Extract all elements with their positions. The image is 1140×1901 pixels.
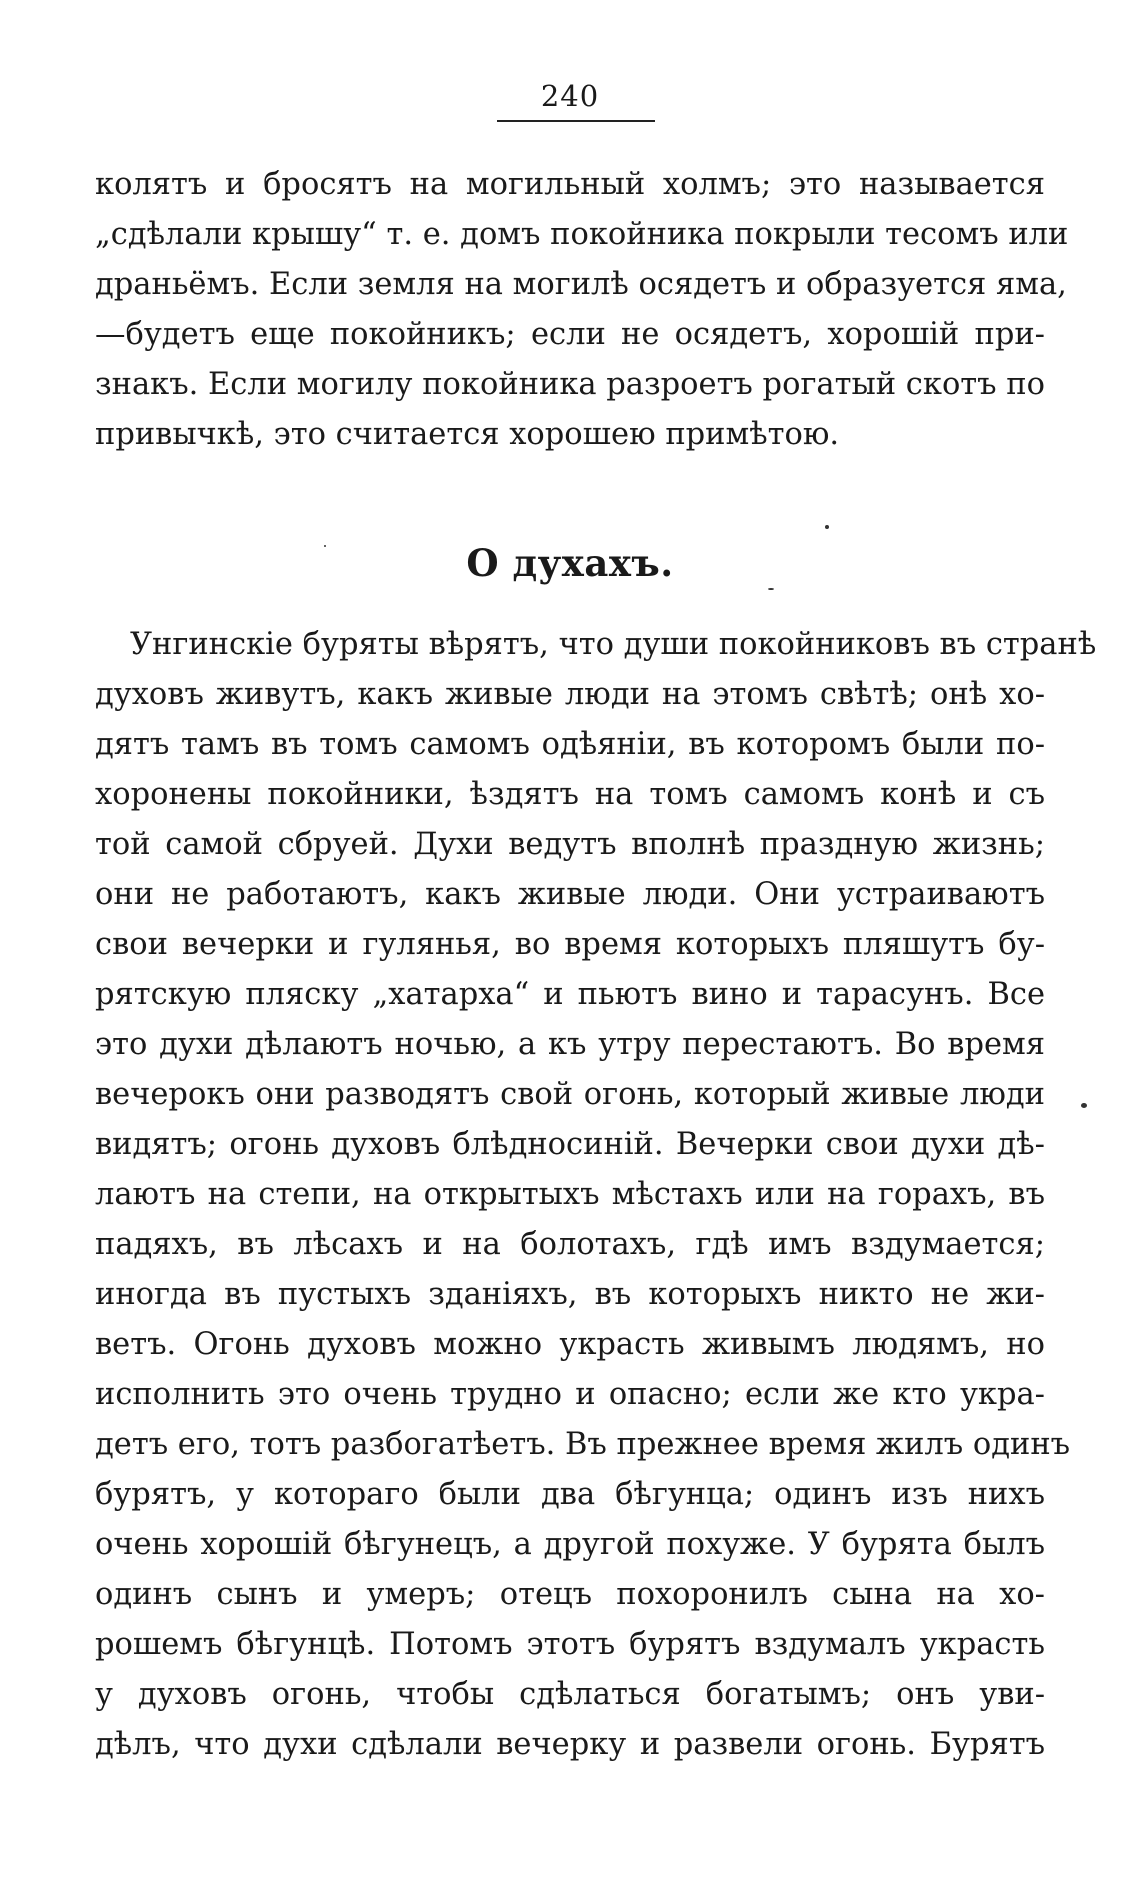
text-line: одинъ сынъ и умеръ; отецъ похоронилъ сына на хо- [95, 1577, 1045, 1612]
text-line: духовъ живутъ, какъ живые люди на этомъ свѣтѣ; онѣ хо- [95, 677, 1045, 712]
text-line: „сдѣлали крышу“ т. е. домъ покойника покрыли тесомъ или [95, 217, 1069, 252]
text-line: привычкѣ, это считается хорошею примѣтою. [95, 417, 840, 452]
text-line: колятъ и бросятъ на могильный холмъ; это называется [95, 167, 1045, 202]
text-line: знакъ. Если могилу покойника разроетъ рогатый скотъ по [95, 367, 1045, 402]
text-line: дятъ тамъ въ томъ самомъ одѣяніи, въ которомъ были по- [95, 727, 1045, 762]
text-line: они не работаютъ, какъ живые люди. Они устраиваютъ [95, 877, 1045, 912]
text-line: исполнить это очень трудно и опасно; если же кто укра- [95, 1377, 1045, 1412]
text-line: той самой сбруей. Духи ведутъ вполнѣ праздную жизнь; [95, 827, 1045, 862]
text-line: свои вечерки и гулянья, во время которыхъ пляшутъ бу- [95, 927, 1045, 962]
section-heading: О духахъ. [466, 541, 674, 585]
text-line: вечерокъ они разводятъ свой огонь, который живые люди [95, 1077, 1045, 1112]
page-number-rule [497, 120, 655, 122]
text-line: рошемъ бѣгунцѣ. Потомъ этотъ бурятъ вздумалъ украсть [95, 1627, 1045, 1662]
text-line: дѣлъ, что духи сдѣлали вечерку и развели огонь. Бурятъ [95, 1727, 1045, 1762]
text-line: видятъ; огонь духовъ блѣдносиній. Вечерки свои духи дѣ- [95, 1127, 1045, 1162]
scan-speck [768, 588, 774, 590]
text-line: это духи дѣлаютъ ночью, а къ утру перестаютъ. Во время [95, 1027, 1045, 1062]
text-line: драньёмъ. Если земля на могилѣ осядетъ и образуется яма, [95, 267, 1067, 302]
scan-speck [324, 545, 326, 547]
text-line: рятскую пляску „хатарха“ и пьютъ вино и тарасунъ. Все [95, 977, 1045, 1012]
text-line: —будетъ еще покойникъ; если не осядетъ, хорошій при- [95, 317, 1045, 352]
page-number: 240 [540, 79, 600, 113]
scan-speck [1081, 1103, 1087, 1108]
text-line: падяхъ, въ лѣсахъ и на болотахъ, гдѣ имъ вздумается; [95, 1227, 1045, 1262]
text-line: лаютъ на степи, на открытыхъ мѣстахъ или на горахъ, въ [95, 1177, 1045, 1212]
text-line: хоронены покойники, ѣздятъ на томъ самомъ конѣ и съ [95, 777, 1045, 812]
text-line: иногда въ пустыхъ зданіяхъ, въ которыхъ никто не жи- [95, 1277, 1045, 1312]
text-line: детъ его, тотъ разбогатѣетъ. Въ прежнее время жилъ одинъ [95, 1427, 1071, 1462]
text-line: ветъ. Огонь духовъ можно украсть живымъ людямъ, но [95, 1327, 1045, 1362]
text-line: у духовъ огонь, чтобы сдѣлаться богатымъ; онъ уви- [95, 1677, 1045, 1712]
text-line: Унгинскіе буряты вѣрятъ, что души покойниковъ въ странѣ [130, 627, 1097, 662]
scan-speck [825, 525, 829, 529]
text-line: бурятъ, у котораго были два бѣгунца; одинъ изъ нихъ [95, 1477, 1045, 1512]
text-line: очень хорошій бѣгунецъ, а другой похуже. У бурята былъ [95, 1527, 1045, 1562]
